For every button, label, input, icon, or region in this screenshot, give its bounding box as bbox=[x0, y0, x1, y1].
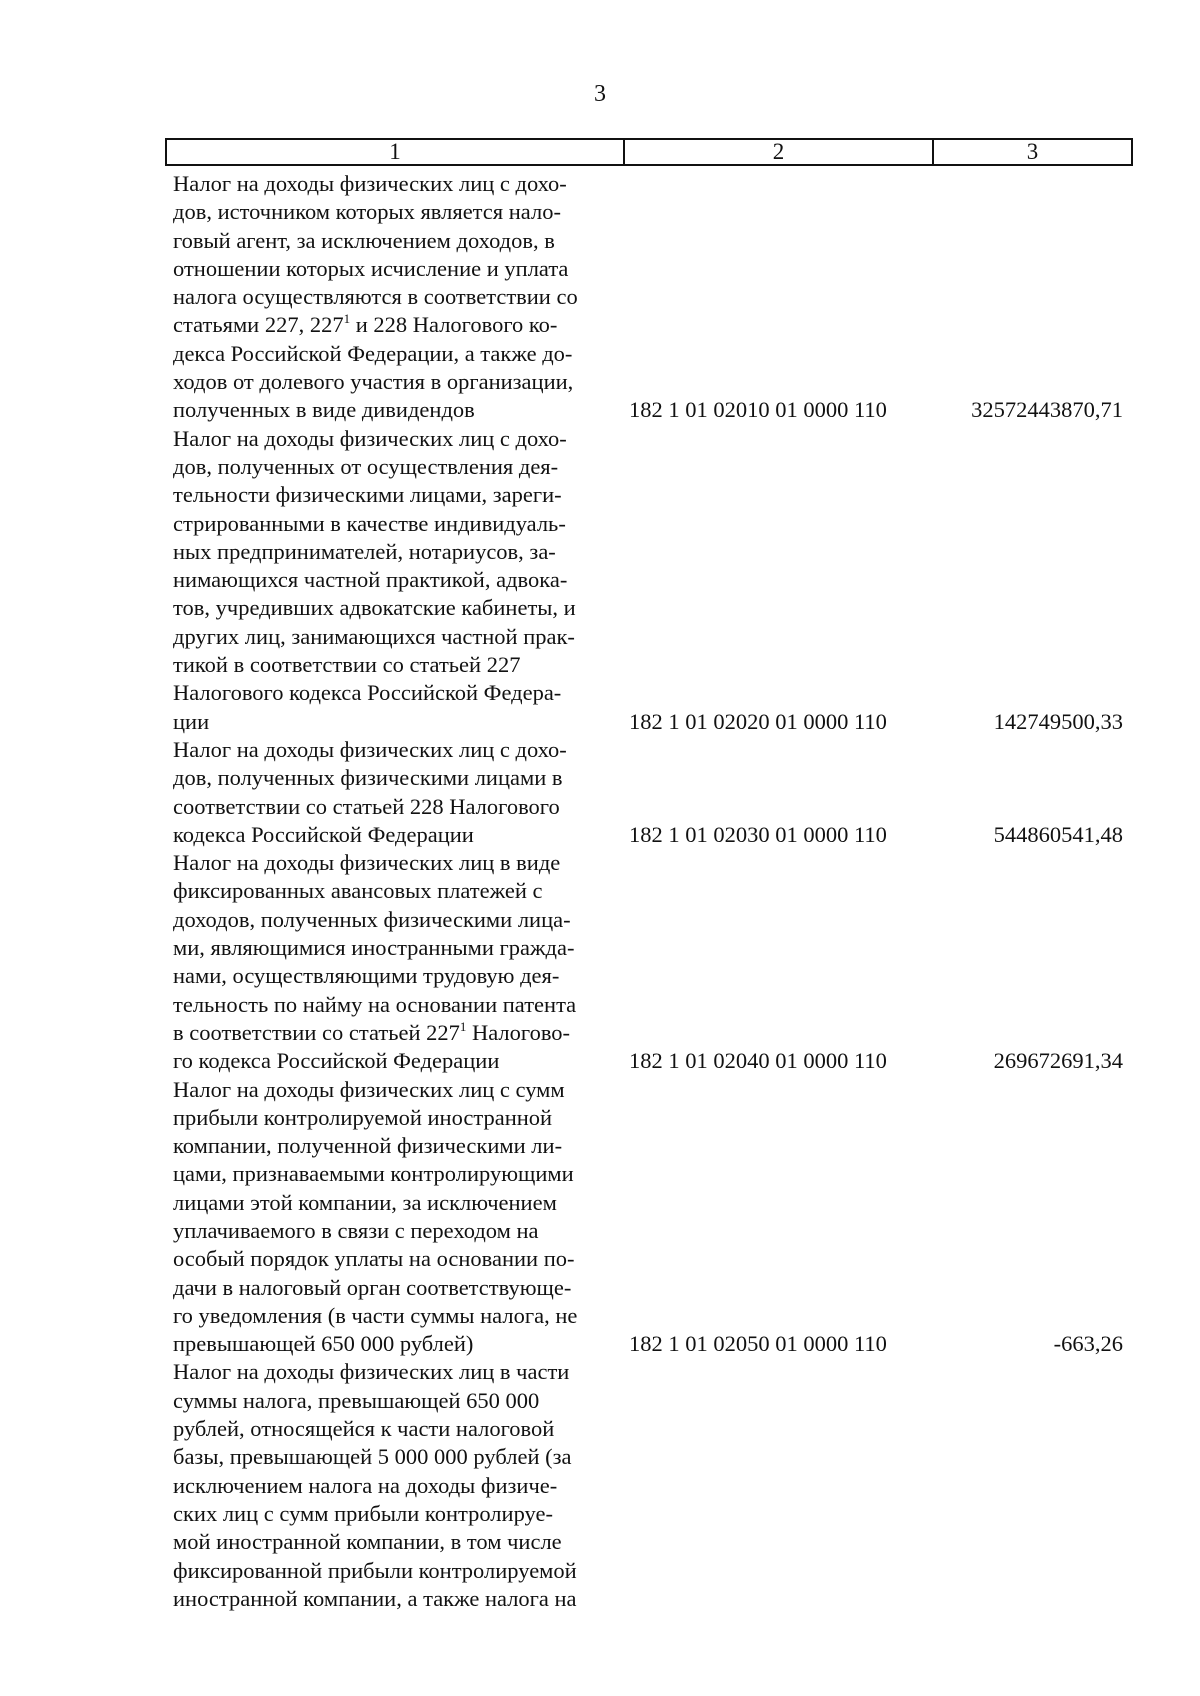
row-description: Налог на доходы физических лиц с сумм прибыли контролируемой иностранной компании, полученной физическими ли- цами, признаваемыми контролирующими лицами этой компании, за исключением уплачиваемого в связи с переходом на особый порядок уплаты на основании по- дачи в налоговый орган соответствующе- го уведомления (в части суммы налога, не превышающей 650 000 рублей) bbox=[173, 1076, 578, 1357]
row-amount: -663,26 bbox=[1053, 1331, 1123, 1357]
row-code: 182 1 01 02020 01 0000 110 bbox=[629, 708, 887, 734]
superscript: 1 bbox=[459, 1018, 467, 1034]
row-amount: 269672691,34 bbox=[993, 1048, 1123, 1074]
row-amount: 544860541,48 bbox=[993, 821, 1123, 847]
table-body bbox=[173, 170, 1133, 1613]
row-code: 182 1 01 02040 01 0000 110 bbox=[629, 1048, 887, 1074]
table-row bbox=[173, 425, 1133, 736]
row-amount: 142749500,33 bbox=[993, 708, 1123, 734]
table-row bbox=[173, 1076, 1133, 1359]
row-amount: 32572443870,71 bbox=[971, 397, 1123, 423]
table-header-col-1: 1 bbox=[167, 140, 625, 164]
row-description: Налог на доходы физических лиц с дохо- дов, полученных физическими лицами в соответствии со статьей 228 Налогового кодекса Российской Федерации bbox=[173, 736, 567, 847]
table-header-col-2: 2 bbox=[625, 140, 934, 164]
superscript: 1 bbox=[343, 311, 351, 327]
row-description: Налог на доходы физических лиц в части суммы налога, превышающей 650 000 рублей, относящейся к части налоговой базы, превышающей 5 000 000 рублей (за исключением налога на доходы физиче- ских лиц с сумм прибыли контролируе- мой иностранной компании, в том числе фиксированной прибыли контролируемой иностранной компании, а также налога на bbox=[173, 1359, 577, 1611]
table-header bbox=[165, 138, 1133, 166]
table-row bbox=[173, 1358, 1133, 1613]
table-row bbox=[173, 849, 1133, 1075]
page-number: 3 bbox=[594, 81, 606, 107]
row-code: 182 1 01 02050 01 0000 110 bbox=[629, 1331, 887, 1357]
row-code: 182 1 01 02030 01 0000 110 bbox=[629, 821, 887, 847]
table-header-col-3: 3 bbox=[1026, 139, 1039, 164]
table-row bbox=[173, 736, 1133, 849]
table-row bbox=[173, 170, 1133, 425]
row-code: 182 1 01 02010 01 0000 110 bbox=[629, 397, 887, 423]
row-description: Налог на доходы физических лиц с дохо- дов, источником которых является нало- говый агент, за исключением доходов, в отношении которых исчисление и уплата налога осуществляются в соответствии со статьями 227, $227^1$ и 228 Налогового ко- декса Российской Федерации, а также до- ходов от долевого участия в организации, полученных в виде дивидендов bbox=[173, 171, 578, 423]
row-description: Налог на доходы физических лиц в виде фиксированных авансовых платежей с доходов, полученных физическими лица- ми, являющимися иностранными гражда- нами, осуществляющими трудовую дея- тельность по найму на основании патента в соответствии со статьей $227^1$ Налогово- го кодекса Российской Федерации bbox=[173, 850, 577, 1074]
row-description: Налог на доходы физических лиц с дохо- дов, полученных от осуществления дея- тельности физическими лицами, зареги- стрированными в качестве индивидуаль- ных предпринимателей, нотариусов, за- нимающихся частной практикой, адвока- тов, учредивших адвокатские кабинеты, и других лиц, занимающихся частной прак- тикой в соответствии со статьей 227 Налогового кодекса Российской Федера- ции bbox=[173, 425, 576, 734]
